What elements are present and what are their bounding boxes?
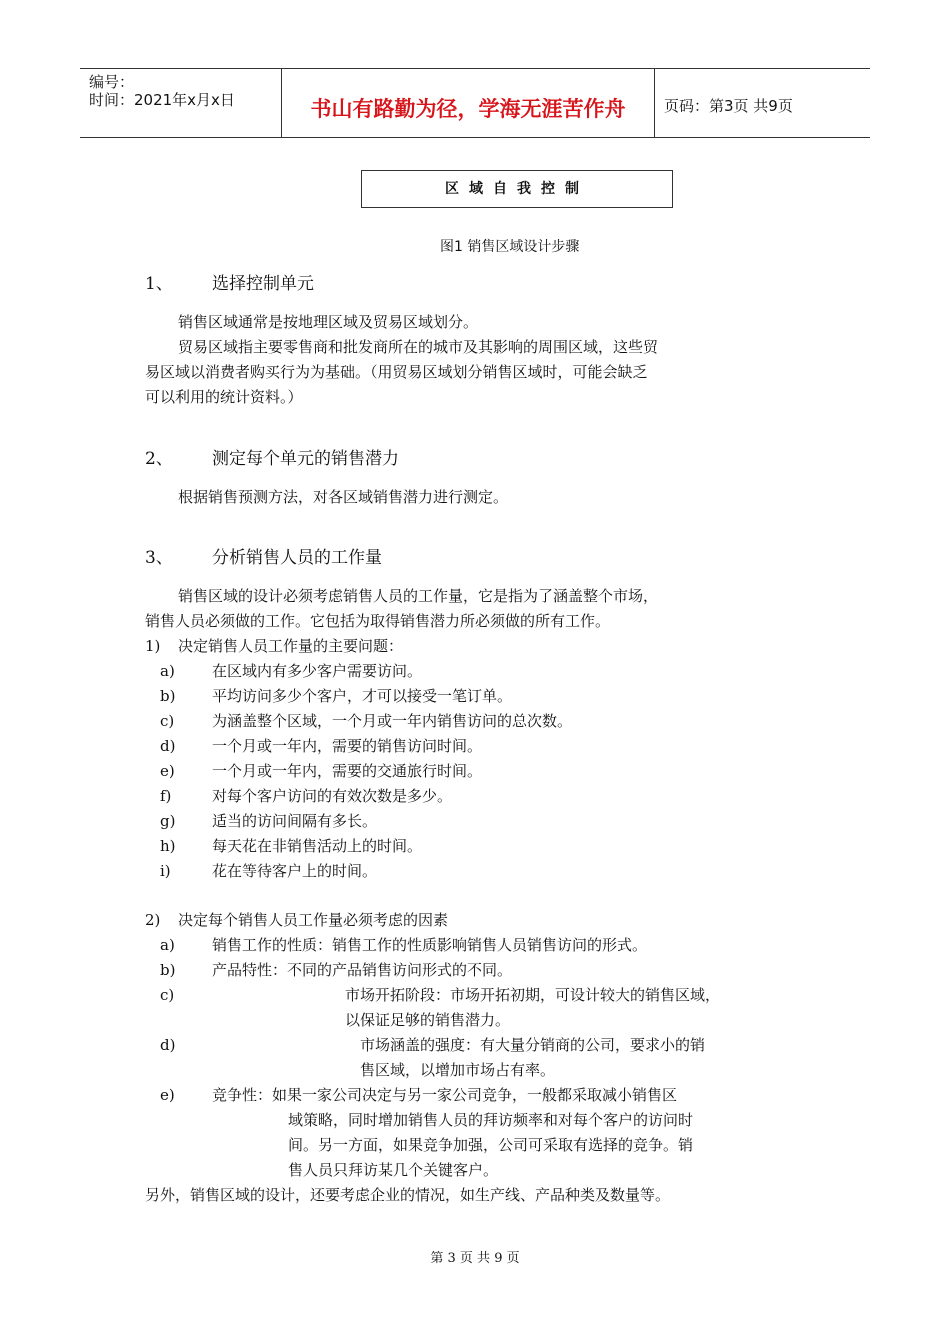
boxed-title: 区域自我控制: [361, 170, 673, 208]
section-1-number: 1、: [145, 274, 173, 294]
header-motto-cell: [281, 69, 655, 137]
list-item-label: c): [160, 712, 175, 730]
document-header: [80, 68, 870, 138]
list-item-line: 以保证足够的销售潜力。: [345, 1011, 511, 1029]
list-item-line: 间。另一方面，如果竞争加强，公司可采取有选择的竞争。销: [288, 1136, 694, 1154]
list-item-line: 售人员只拜访某几个关键客户。: [288, 1161, 499, 1179]
list-item: 每天花在非销售活动上的时间。: [212, 837, 423, 855]
document-number-label: 编号：: [89, 73, 135, 91]
list-item-line: 售区域，以增加市场占有率。: [360, 1061, 556, 1079]
header-motto: 书山有路勤为径，学海无涯苦作舟: [310, 97, 626, 121]
paragraph-line: 贸易区域指主要零售商和批发商所在的城市及其影响的周围区域，这些贸: [178, 338, 659, 356]
list-item: 适当的访问间隔有多长。: [212, 812, 378, 830]
list-2-number: 2): [145, 911, 161, 929]
list-item-label: b): [160, 687, 176, 705]
closing-paragraph: 另外，销售区域的设计，还要考虑企业的情况，如生产线、产品种类及数量等。: [145, 1186, 671, 1204]
section-3-number: 3、: [145, 548, 173, 568]
list-item-line: 市场开拓阶段：市场开拓初期，可设计较大的销售区域，: [345, 986, 721, 1004]
list-item: 平均访问多少个客户，才可以接受一笔订单。: [212, 687, 513, 705]
list-item-label: e): [160, 1086, 175, 1104]
list-item: 花在等待客户上的时间。: [212, 862, 378, 880]
section-3-title: 分析销售人员的工作量: [212, 548, 382, 568]
figure-caption: 图1 销售区域设计步骤: [440, 239, 580, 255]
paragraph-line: 可以利用的统计资料。）: [145, 388, 303, 406]
list-item: 为涵盖整个区域，一个月或一年内销售访问的总次数。: [212, 712, 573, 730]
section-2-title: 测定每个单元的销售潜力: [212, 449, 399, 469]
list-1-number: 1): [145, 637, 161, 655]
list-item-label: g): [160, 812, 176, 830]
list-item-label: d): [160, 1036, 176, 1054]
header-page-cell: [654, 69, 870, 137]
paragraph-line: 易区域以消费者购买行为为基础。（用贸易区域划分销售区域时，可能会缺乏: [145, 363, 648, 381]
list-item-label: i): [160, 862, 171, 880]
paragraph-line: 销售区域的设计必须考虑销售人员的工作量，它是指为了涵盖整个市场，: [178, 587, 659, 605]
header-left-cell: [80, 69, 281, 137]
list-item-line: 域策略，同时增加销售人员的拜访频率和对每个客户的访问时: [288, 1111, 694, 1129]
list-item-label: f): [160, 787, 172, 805]
list-item-label: b): [160, 961, 176, 979]
list-item-label: c): [160, 986, 175, 1004]
section-2-number: 2、: [145, 449, 173, 469]
list-2-title: 决定每个销售人员工作量必须考虑的因素: [178, 911, 449, 929]
list-item-label: d): [160, 737, 176, 755]
list-item: 在区域内有多少客户需要访问。: [212, 662, 423, 680]
header-page-info: 页码：第3页 共9页: [664, 97, 793, 115]
list-item-label: h): [160, 837, 176, 855]
list-item-label: a): [160, 662, 175, 680]
list-item-label: e): [160, 762, 175, 780]
list-item-line: 竞争性：如果一家公司决定与另一家公司竞争，一般都采取减小销售区: [212, 1086, 678, 1104]
section-1-title: 选择控制单元: [212, 274, 314, 294]
list-1-title: 决定销售人员工作量的主要问题：: [178, 637, 404, 655]
list-item: 对每个客户访问的有效次数是多少。: [212, 787, 453, 805]
page-footer: 第 3 页 共 9 页: [430, 1251, 520, 1266]
paragraph: 销售区域通常是按地理区域及贸易区域划分。: [178, 313, 479, 331]
paragraph-line: 销售人员必须做的工作。它包括为取得销售潜力所必须做的所有工作。: [145, 612, 611, 630]
document-date: 时间：2021年x月x日: [89, 91, 235, 109]
list-item-label: a): [160, 936, 175, 954]
list-item: 产品特性：不同的产品销售访问形式的不同。: [212, 961, 513, 979]
list-item-line: 市场涵盖的强度：有大量分销商的公司，要求小的销: [360, 1036, 706, 1054]
list-item: 一个月或一年内，需要的销售访问时间。: [212, 737, 483, 755]
list-item: 销售工作的性质：销售工作的性质影响销售人员销售访问的形式。: [212, 936, 648, 954]
paragraph: 根据销售预测方法，对各区域销售潜力进行测定。: [178, 488, 509, 506]
list-item: 一个月或一年内，需要的交通旅行时间。: [212, 762, 483, 780]
